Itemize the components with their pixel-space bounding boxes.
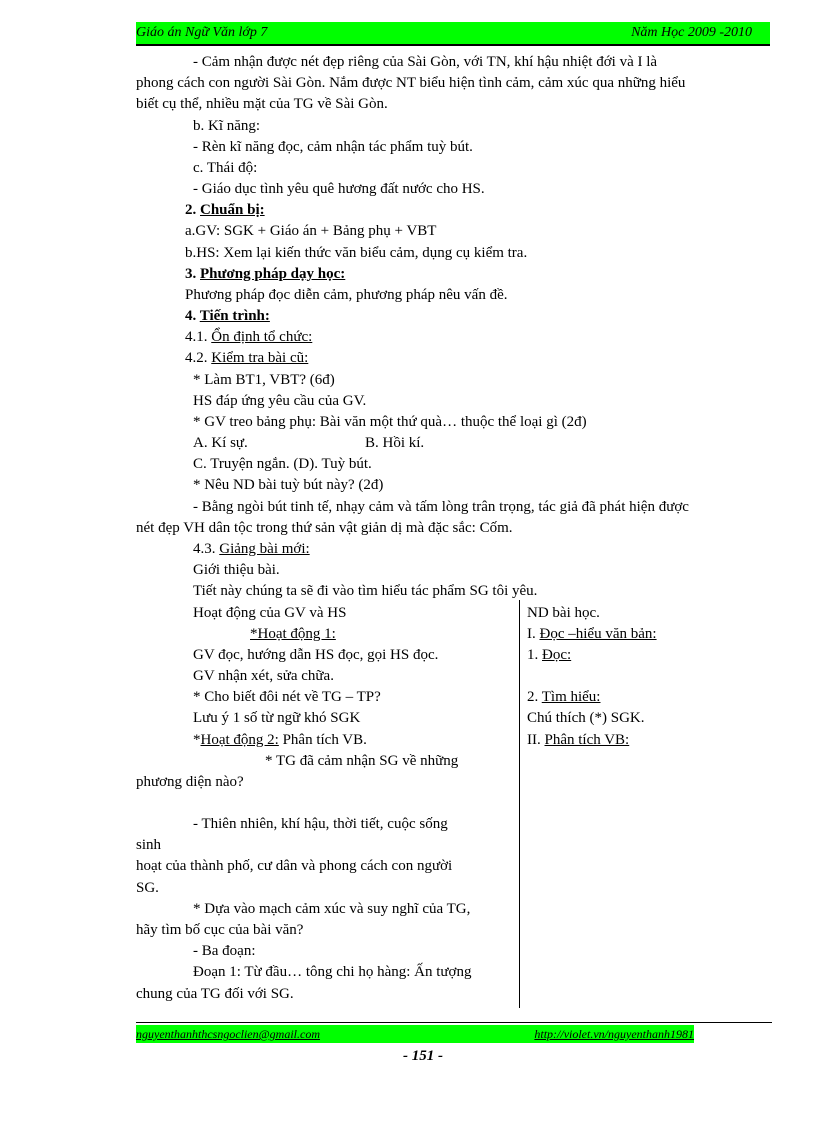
bullet: * bbox=[193, 732, 201, 748]
page-number: - 151 - bbox=[403, 1048, 443, 1064]
text-line: - Thiên nhiên, khí hậu, thời tiết, cuộc sống bbox=[193, 816, 448, 832]
subsection-title: Giảng bài mới: bbox=[219, 541, 310, 557]
text-line: SG. bbox=[136, 880, 159, 896]
activity-heading bbox=[250, 624, 336, 645]
column-header-right: ND bài học. bbox=[527, 605, 600, 621]
text-line: * Dựa vào mạch cảm xúc và suy nghĩ của TG, bbox=[193, 901, 471, 917]
text-line: Chú thích (*) SGK. bbox=[527, 710, 645, 726]
heading-title: Phân tích VB: bbox=[544, 732, 630, 748]
subsection-heading bbox=[185, 327, 312, 348]
header-year: Năm Học 2009 -2010 bbox=[631, 25, 752, 40]
footer-url-link[interactable]: http://violet.vn/nguyenthanh1981 bbox=[534, 1027, 694, 1041]
content-heading bbox=[527, 730, 629, 751]
content-heading bbox=[527, 645, 571, 666]
text-line: C. Truyện ngắn. (D). Tuỳ bút. bbox=[193, 456, 372, 472]
option-b: B. Hồi kí. bbox=[365, 435, 425, 451]
text-line: sinh bbox=[136, 837, 162, 853]
text-line: * Làm BT1, VBT? (6đ) bbox=[193, 372, 335, 388]
text-line: b.HS: Xem lại kiến thức văn biểu cảm, dụng cụ kiểm tra. bbox=[185, 245, 528, 261]
column-header-left: Hoạt động của GV và HS bbox=[193, 605, 347, 621]
footer-email-link[interactable]: nguyenthanhthcsngoclien@gmail.com bbox=[136, 1027, 321, 1041]
content-heading bbox=[527, 624, 657, 645]
section-number: 4. bbox=[185, 308, 200, 324]
text-line: * Cho biết đôi nét về TG – TP? bbox=[193, 689, 381, 705]
content-heading bbox=[527, 687, 600, 708]
subsection-number: 4.2. bbox=[185, 350, 212, 366]
heading-title: Đọc: bbox=[542, 647, 572, 663]
page-footer bbox=[136, 1025, 694, 1043]
text-line: * TG đã cảm nhận SG về những bbox=[265, 753, 459, 769]
subsection-number: 4.1. bbox=[185, 329, 212, 345]
text-line: Đoạn 1: Từ đầu… tông chi họ hàng: Ấn tượng bbox=[193, 964, 472, 980]
section-heading bbox=[185, 306, 270, 327]
text-line: Lưu ý 1 số từ ngữ khó SGK bbox=[193, 710, 361, 726]
subsection-title: Kiểm tra bài cũ: bbox=[211, 350, 309, 366]
activity-desc: Phân tích VB. bbox=[278, 732, 367, 748]
activity-title: Hoạt động 2: bbox=[200, 732, 279, 748]
text-line: phương diện nào? bbox=[136, 774, 244, 790]
activity-title: *Hoạt động 1: bbox=[250, 626, 336, 642]
text-line: hãy tìm bố cục của bài văn? bbox=[136, 922, 304, 938]
section-title: Chuẩn bị: bbox=[200, 202, 265, 218]
subsection-title: Ổn định tổ chức: bbox=[211, 329, 313, 345]
text-line: - Bằng ngòi bút tinh tế, nhạy cảm và tấm lòng trân trọng, tác giả đã phát hiện được bbox=[193, 499, 689, 515]
text-line: Phương pháp đọc diễn cảm, phương pháp nêu vấn đề. bbox=[185, 287, 508, 303]
text-line: Tiết này chúng ta sẽ đi vào tìm hiểu tác phẩm SG tôi yêu. bbox=[193, 583, 538, 599]
text-line: GV đọc, hướng dẫn HS đọc, gọi HS đọc. bbox=[193, 647, 439, 663]
text-line: Giới thiệu bài. bbox=[193, 562, 280, 578]
text-line: hoạt của thành phố, cư dân và phong cách con người bbox=[136, 858, 453, 874]
section-number: 2. bbox=[185, 202, 200, 218]
section-heading bbox=[185, 264, 345, 285]
subsection-number: 4.3. bbox=[193, 541, 220, 557]
text-line: - Rèn kĩ năng đọc, cảm nhận tác phẩm tuỳ bút. bbox=[193, 139, 473, 155]
section-title: Phương pháp dạy học: bbox=[200, 266, 346, 282]
text-line: nét đẹp VH dân tộc trong thứ sản vật giản dị mà đặc sắc: Cốm. bbox=[136, 520, 513, 536]
text-line: a.GV: SGK + Giáo án + Bảng phụ + VBT bbox=[185, 223, 437, 239]
text-line: b. Kĩ năng: bbox=[193, 118, 261, 134]
footer-divider bbox=[136, 1022, 772, 1023]
section-title: Tiến trình: bbox=[199, 308, 270, 324]
text-line: chung của TG đối với SG. bbox=[136, 986, 294, 1002]
heading-number: 2. bbox=[527, 689, 542, 705]
text-line: c. Thái độ: bbox=[193, 160, 258, 176]
text-line: * Nêu ND bài tuỳ bút này? (2đ) bbox=[193, 477, 384, 493]
text-line: biết cụ thể, nhiều mặt của TG về Sài Gòn. bbox=[136, 96, 388, 112]
heading-number: II. bbox=[527, 732, 545, 748]
subsection-heading bbox=[185, 348, 308, 369]
text-line: - Giáo dục tình yêu quê hương đất nước cho HS. bbox=[193, 181, 485, 197]
column-divider bbox=[519, 600, 520, 1008]
section-number: 3. bbox=[185, 266, 200, 282]
text-line: GV nhận xét, sửa chữa. bbox=[193, 668, 334, 684]
text-line: * GV treo bảng phụ: Bài văn một thứ quà… thuộc thể loại gì (2đ) bbox=[193, 414, 587, 430]
heading-title: Tìm hiểu: bbox=[541, 689, 601, 705]
text-line: phong cách con người Sài Gòn. Nắm được NT biểu hiện tình cảm, cảm xúc qua những hiểu bbox=[136, 75, 686, 91]
subsection-heading bbox=[193, 539, 310, 560]
text-line: - Cảm nhận được nét đẹp riêng của Sài Gòn, với TN, khí hậu nhiệt đới và I là bbox=[193, 54, 658, 70]
heading-number: I. bbox=[527, 626, 540, 642]
page-header bbox=[136, 22, 770, 46]
text-line: - Ba đoạn: bbox=[193, 943, 256, 959]
text-line: HS đáp ứng yêu cầu của GV. bbox=[193, 393, 367, 409]
heading-title: Đọc –hiểu văn bản: bbox=[539, 626, 657, 642]
activity-heading bbox=[193, 730, 367, 751]
header-title: Giáo án Ngữ Văn lớp 7 bbox=[136, 25, 268, 40]
section-heading bbox=[185, 200, 265, 221]
heading-number: 1. bbox=[527, 647, 542, 663]
option-a: A. Kí sự. bbox=[193, 435, 248, 451]
